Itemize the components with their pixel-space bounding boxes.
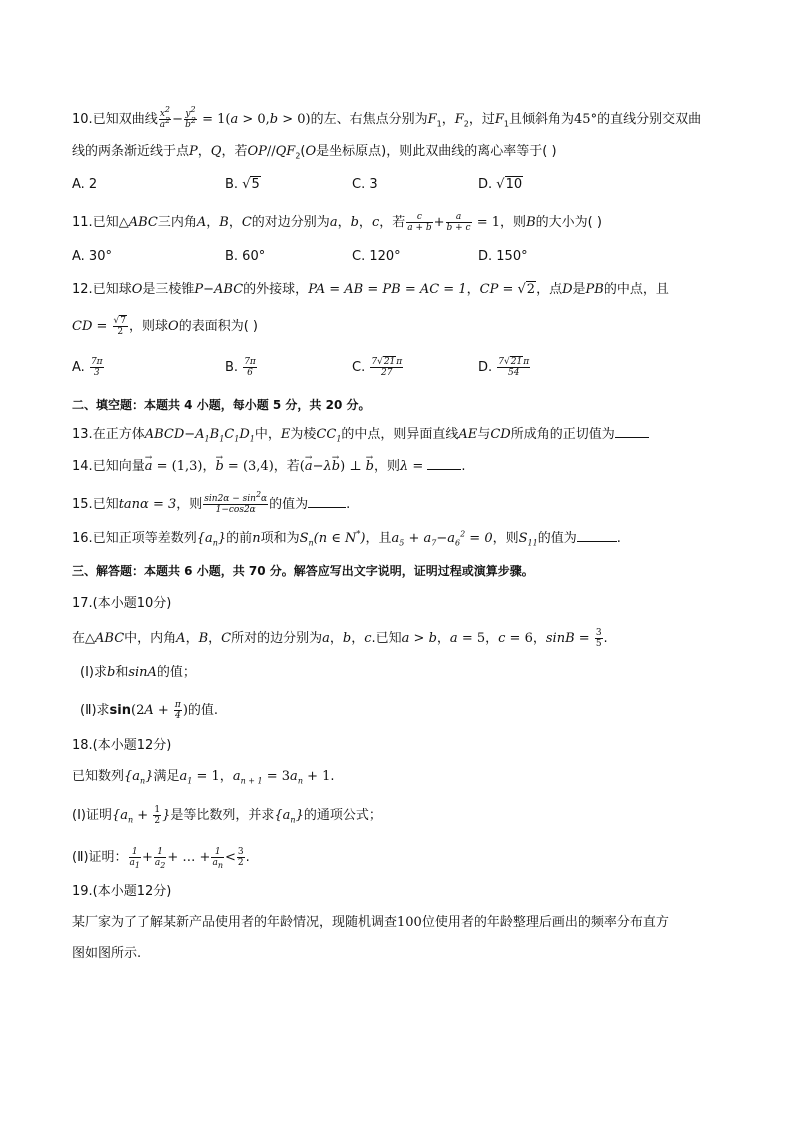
q10-option-a[interactable]: A. 2 bbox=[72, 177, 98, 192]
q13-number: 13. bbox=[72, 427, 93, 442]
q10-number: 10. bbox=[72, 112, 93, 127]
q16-line: 16.已知正项等差数列$\{a_n\}$的前n项和为$S_n(n$ ∈ N*)，且$a_5 + a_7-a_6^2 = 0$，则$S_{11}$的值为 . bbox=[72, 529, 621, 548]
q12-option-d[interactable]: D. $\frac{7√21\pi}{54}$ bbox=[478, 357, 530, 378]
q13-line: 13.在正方体$ABCD-A_1B_1C_1D_1$中，E为棱$CC_1$的中点，则异面直线AE与CD所成角的正切值为 bbox=[72, 426, 649, 444]
q17-part2: (Ⅱ)求sin(2A + $\frac{\pi}{4}$ )的值. bbox=[80, 700, 219, 721]
q18-statement: 已知数列$\{a_n\}$满足$a_1 = 1$，$a_{n + 1} = 3a_n + 1$. bbox=[72, 769, 335, 786]
q11-option-d[interactable]: D. 150° bbox=[478, 249, 528, 264]
q12-option-a[interactable]: A. $\frac{7\pi}{3}$ bbox=[72, 357, 103, 378]
q11-option-b[interactable]: B. 60° bbox=[225, 249, 266, 264]
q12-line1: 12.已知球O是三棱锥P−ABC的外接球，PA = AB = PB = AC = 1，CP = √2，点D是PB的中点，且 bbox=[72, 282, 669, 297]
q13-answer-blank[interactable] bbox=[615, 437, 649, 438]
q19-heading: 19.(本小题12分) bbox=[72, 884, 172, 899]
q19-line1: 某厂家为了了解某新产品使用者的年龄情况，现随机调查100位使用者的年龄整理后画出的频率分布直方 bbox=[72, 915, 669, 930]
q18-heading: 18.(本小题12分) bbox=[72, 738, 172, 753]
q10-option-d[interactable]: D. √10 bbox=[478, 177, 523, 192]
q12-number: 12. bbox=[72, 282, 93, 297]
q15-expression: $\frac{\sin 2\alpha - \sin^2\alpha}{1-\cos 2\alpha}$ bbox=[204, 490, 268, 515]
q12-option-c[interactable]: C. $\frac{7√21\pi}{27}$ bbox=[352, 357, 403, 378]
q11-equation: $\frac{c}{a + b}$ + $\frac{a}{b + c}$ = 1 bbox=[407, 212, 501, 233]
q12-line2: CD = $\frac{√7}{2}$ ，则球O的表面积为( ) bbox=[72, 316, 258, 337]
q19-line2: 图如图所示. bbox=[72, 946, 142, 961]
q15-number: 15. bbox=[72, 497, 93, 512]
q10-hyperbola-equation: $\frac{x^2}{a^2}$ − $\frac{y^2}{b^2}$ = 1(a > 0,b > 0) bbox=[159, 105, 311, 130]
q14-line: 14.已知向量→ a = (1,3)，→ b = (3,4)，若(→ a−λ→ b) ⊥ → b，则λ = . bbox=[72, 458, 466, 476]
q10-option-b[interactable]: B. √5 bbox=[225, 177, 260, 192]
q11-option-c[interactable]: C. 120° bbox=[352, 249, 401, 264]
q17-heading: 17.(本小题10分) bbox=[72, 596, 172, 611]
q18-part1: (Ⅰ)证明{$a_n$ + $\frac{1}{2}$ }是等比数列，并求$\{a_n\}$的通项公式； bbox=[72, 805, 382, 826]
q17-part1: (Ⅰ)求b和sinA的值； bbox=[80, 665, 196, 680]
q10-line1: 10.已知双曲线 $\frac{x^2}{a^2}$ − $\frac{y^2}{b^2}$ = 1(a > 0,b > 0)的左、右焦点分别为$F_1$，$F_2$，过$F_1$且倾斜角为45°的直线分别交双曲 bbox=[72, 105, 702, 130]
section-solution-heading: 三、解答题：本题共 6 小题，共 70 分。解答应写出文字说明，证明过程或演算步骤。 bbox=[72, 564, 534, 578]
q17-statement: 在△ABC中，内角A，B，C所对的边分别为a，b，c.已知a > b，a = 5，c = 6，sinB = $\frac{3}{5}$ . bbox=[72, 628, 608, 649]
q16-answer-blank[interactable] bbox=[577, 541, 617, 542]
q14-answer-blank[interactable] bbox=[427, 469, 461, 470]
q15-line: 15.已知tanα = 3，则 $\frac{\sin 2\alpha - \sin^2\alpha}{1-\cos 2\alpha}$ 的值为 . bbox=[72, 490, 351, 515]
q16-number: 16. bbox=[72, 531, 93, 546]
q10-line2: 线的两条渐近线于点P，Q，若$OP//QF_2(O$是坐标原点)，则此双曲线的离心率等于( ) bbox=[72, 144, 557, 161]
q18-part2: (Ⅱ)证明： $\frac{1}{a_1}$ + $\frac{1}{a_2}$ + … + $\frac{1}{a_n}$ < $\frac{3}{2}$ . bbox=[72, 847, 250, 870]
section-fill-in-heading: 二、填空题：本题共 4 小题，每小题 5 分，共 20 分。 bbox=[72, 398, 371, 412]
q14-number: 14. bbox=[72, 459, 93, 474]
q15-answer-blank[interactable] bbox=[308, 507, 346, 508]
q10-option-c[interactable]: C. 3 bbox=[352, 177, 378, 192]
q12-option-b[interactable]: B. $\frac{7\pi}{6}$ bbox=[225, 357, 256, 378]
q11-option-a[interactable]: A. 30° bbox=[72, 249, 112, 264]
q11-line1: 11.已知△ABC三内角A，B，C的对边分别为a，b，c，若 $\frac{c}{a + b}$ + $\frac{a}{b + c}$ = 1，则B的大小为( ) bbox=[72, 212, 602, 233]
q11-number: 11. bbox=[72, 215, 93, 230]
